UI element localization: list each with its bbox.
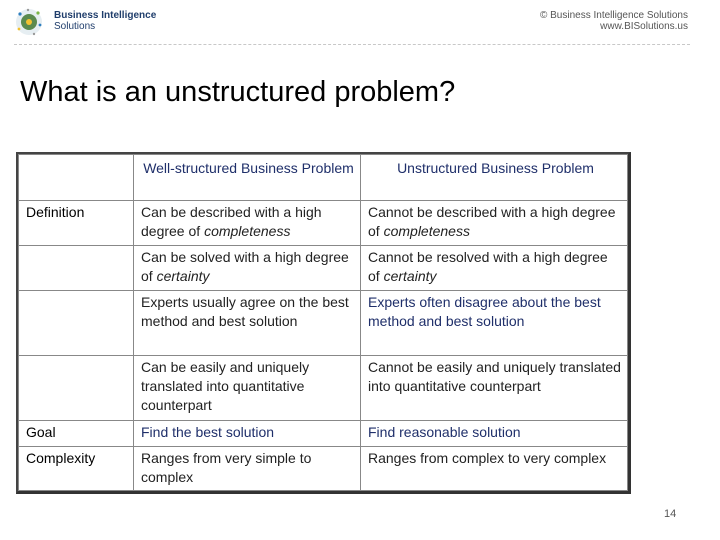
- well-structured-cell: [134, 201, 361, 246]
- row-label: [19, 421, 134, 447]
- copyright-block: [540, 10, 688, 32]
- cell-text: Can be easily and uniquely translated into quantitative counterpart: [141, 359, 310, 413]
- brand-line-1: Business Intelligence: [54, 10, 157, 21]
- cell-text: Cannot be easily and uniquely translated into quantitative counterpart: [368, 359, 621, 394]
- cell-text: Find the best solution: [141, 424, 275, 440]
- cell-text: Can be solved with a high degree of: [141, 249, 349, 284]
- cell-text: Cannot be resolved with a high degree of: [368, 249, 608, 284]
- unstructured-cell: [361, 201, 628, 246]
- company-logo-icon: [14, 7, 44, 37]
- slide-title: What is an unstructured problem?: [20, 76, 456, 108]
- table-row: [19, 421, 628, 447]
- well-structured-cell: [134, 291, 361, 356]
- unstructured-cell: [361, 447, 628, 491]
- unstructured-cell: [361, 421, 628, 447]
- unstructured-cell: [361, 246, 628, 291]
- row-label: [19, 246, 134, 291]
- header-cell-well-structured: Well-structured Business Problem: [134, 155, 361, 201]
- table-row: [19, 201, 628, 246]
- table-row: [19, 447, 628, 491]
- cell-emphasis: certainty: [156, 268, 210, 284]
- cell-text: Experts usually agree on the best method and best solution: [141, 294, 349, 329]
- table-row: [19, 291, 628, 356]
- row-label-text: Goal: [26, 424, 56, 440]
- well-structured-cell: [134, 447, 361, 491]
- well-structured-cell: [134, 356, 361, 421]
- copyright-text: © Business Intelligence Solutions: [539, 10, 688, 21]
- unstructured-cell: [361, 291, 628, 356]
- row-label: [19, 447, 134, 491]
- table-row: [19, 246, 628, 291]
- row-label-text: Complexity: [26, 450, 96, 466]
- row-label-text: Definition: [26, 204, 85, 220]
- row-label: [19, 356, 134, 421]
- unstructured-cell: [361, 356, 628, 421]
- header-divider: [14, 44, 690, 45]
- well-structured-cell: [134, 246, 361, 291]
- cell-text: Cannot be described with a high degree of: [368, 204, 616, 239]
- cell-text: Ranges from very simple to complex: [141, 450, 312, 485]
- cell-emphasis: completeness: [204, 223, 291, 239]
- row-label: [19, 291, 134, 356]
- well-structured-cell: [134, 421, 361, 447]
- comparison-table: [16, 152, 631, 494]
- table-header-row: [19, 155, 628, 201]
- cell-text: Ranges from complex to very complex: [368, 450, 607, 466]
- slide-header: [0, 0, 720, 46]
- table-row: [19, 356, 628, 421]
- header-cell-unstructured: Unstructured Business Problem: [361, 155, 628, 201]
- cell-emphasis: completeness: [383, 223, 470, 239]
- cell-text: Find reasonable solution: [368, 424, 521, 440]
- row-label: [19, 201, 134, 246]
- header-cell-empty: [19, 155, 134, 201]
- page-number: 14: [664, 508, 677, 520]
- cell-emphasis: certainty: [383, 268, 437, 284]
- brand-line-2: Solutions: [54, 21, 96, 32]
- website-text: www.BISolutions.us: [600, 21, 688, 32]
- brand-name: [54, 10, 156, 32]
- cell-text: Experts often disagree about the best method and best solution: [368, 294, 601, 329]
- cell-text: Can be described with a high degree of: [141, 204, 322, 239]
